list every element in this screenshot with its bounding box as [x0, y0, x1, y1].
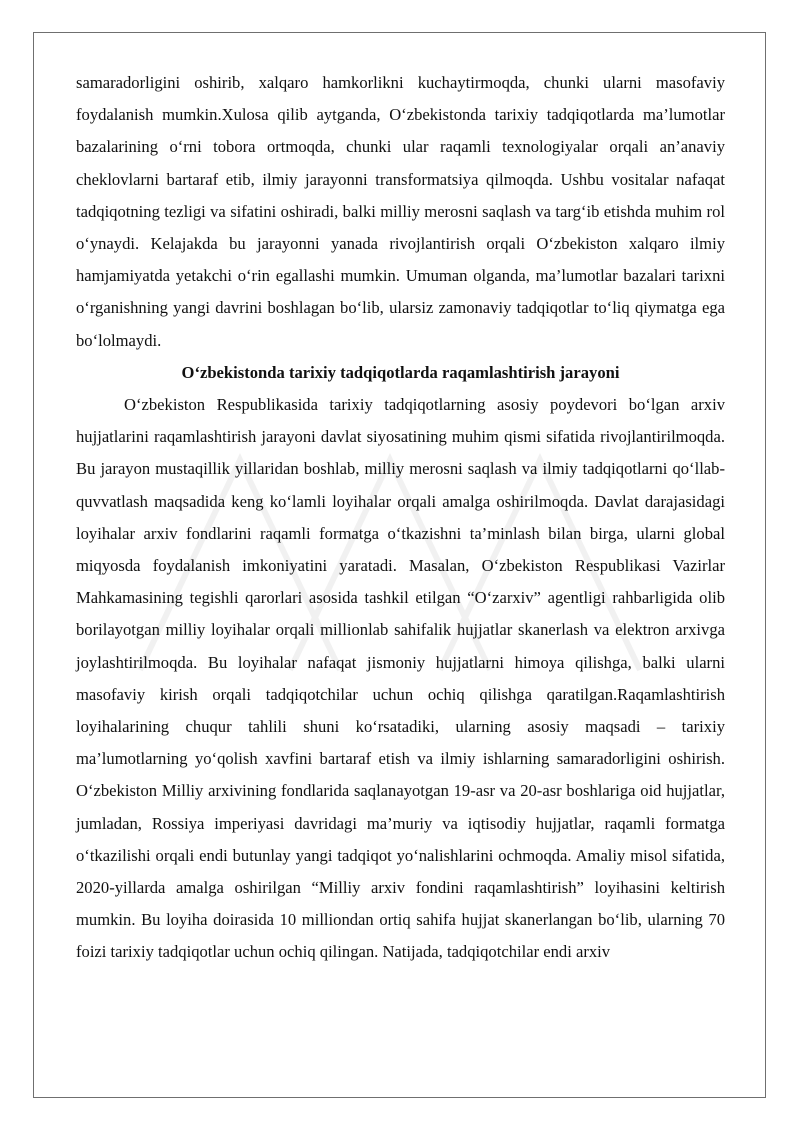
document-body — [76, 67, 725, 969]
paragraph-continued: samaradorligini oshirib, xalqaro hamkorlikni kuchaytirmoqda, chunki ularni masofaviy foydalanish mumkin.Xulosa qilib aytganda, O‘zbekistonda tarixiy tadqiqotlarda ma’lumotlar bazalarining o‘rni tobora ortmoqda, chunki ular raqamli texnologiyalar orqali an’anaviy cheklovlarni bartaraf etib, ilmiy jarayonni transformatsiya qilmoqda. Ushbu vositalar nafaqat tadqiqotning tezligi va sifatini oshiradi, balki milliy merosni saqlash va targ‘ib etishda muhim rol o‘ynaydi. Kelajakda bu jarayonni yanada rivojlantirish orqali O‘zbekiston xalqaro ilmiy hamjamiyatda yetakchi o‘rin egallashi mumkin. Umuman olganda, ma’lumotlar bazalari tarixni o‘rganishning yangi davrini boshlagan bo‘lib, ularsiz zamonaviy tadqiqotlar to‘liq qiymatga ega bo‘lolmaydi. — [76, 73, 725, 350]
paragraph-digitization: O‘zbekiston Respublikasida tarixiy tadqiqotlarning asosiy poydevori bo‘lgan arxiv hujjatlarini raqamlashtirish jarayoni davlat siyosatining muhim qismi sifatida rivojlantirilmoqda. Bu jarayon mustaqillik yillaridan boshlab, milliy merosni saqlash va ilmiy tadqiqotlarni qo‘llab-quvvatlash maqsadida keng ko‘lamli loyihalar orqali amalga oshirilmoqda. Davlat darajasidagi loyihalar arxiv fondlarini raqamli formatga o‘tkazishni ta’minlash bilan birga, ularni global miqyosda foydalanish imkoniyatini yaratadi. Masalan, O‘zbekiston Respublikasi Vazirlar Mahkamasining tegishli qarorlari asosida tashkil etilgan “O‘zarxiv” agentligi rahbarligida olib borilayotgan milliy loyihalar orqali millionlab sahifalik hujjatlar skanerlash va elektron arxivga joylashtirilmoqda. Bu loyihalar nafaqat jismoniy hujjatlarni himoya qilishga, balki ularni masofaviy kirish orqali tadqiqotchilar uchun ochiq qilishga qaratilgan.Raqamlashtirish loyihalarining chuqur tahlili shuni ko‘rsatadiki, ularning asosiy maqsadi – tarixiy ma’lumotlarning yo‘qolish xavfini bartaraf etish va ilmiy ishlarning samaradorligini oshirish. O‘zbekiston Milliy arxivining fondlarida saqlanayotgan 19-asr va 20-asr boshlariga oid hujjatlar, jumladan, Rossiya imperiyasi davridagi ma’muriy va iqtisodiy hujjatlar, raqamli formatga o‘tkazilishi orqali endi butunlay yangi tadqiqot yo‘nalishlarini ochmoqda. Amaliy misol sifatida, 2020-yillarda amalga oshirilgan “Milliy arxiv fondini raqamlashtirish” loyihasini keltirish mumkin. Bu loyiha doirasida 10 milliondan ortiq sahifa hujjat skanerlangan bo‘lib, ularning 70 foizi tarixiy tadqiqotlar uchun ochiq qilingan. Natijada, tadqiqotchilar endi arxiv — [76, 395, 725, 962]
section-heading: O‘zbekistonda tarixiy tadqiqotlarda raqamlashtirish jarayoni — [181, 362, 620, 382]
